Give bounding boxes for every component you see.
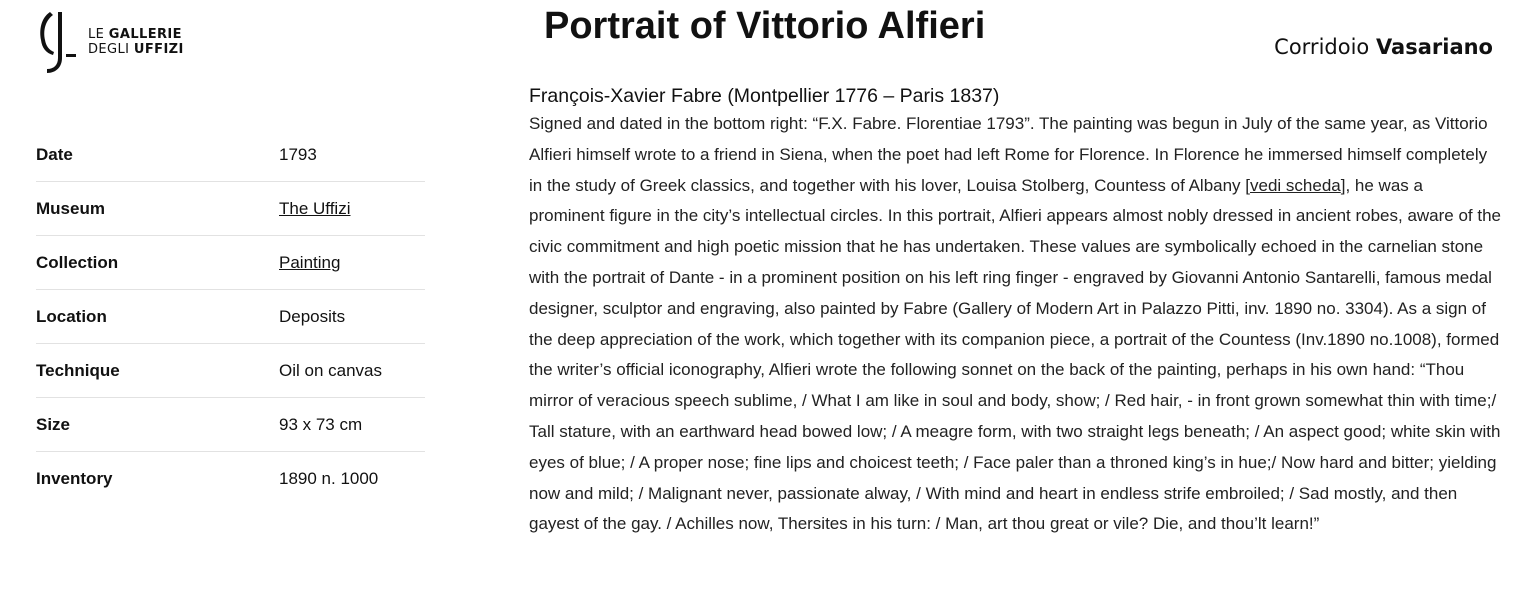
detail-row-size xyxy=(36,398,425,452)
detail-row-technique xyxy=(36,344,425,398)
section-label: Corridoio Vasariano xyxy=(1274,35,1493,59)
detail-label-size: Size xyxy=(36,414,71,434)
artwork-description: Signed and dated in the bottom right: “F.X. Fabre. Florentiae 1793”. The painting was begun in July of the same year, as Vittorio Alfieri himself wrote to a friend in Siena, when the poet had left Rome for Florence. In Florence he immersed himself completely in the study of Greek classics, and together with his lover, Louisa Stolberg, Countess of Albany [vedi scheda], he was a prominent figure in the city’s intellectual circles. In this portrait, Alfieri appears almost nobly dressed in ancient robes, aware of the civic commitment and high poetic mission that he has undertaken. These values are symbolically echoed in the carnelian stone with the portrait of Dante - in a prominent position on his left ring finger - engraved by Giovanni Antonio Santarelli, famous medal designer, sculptor and engraving, also painted by Fabre (Gallery of Modern Art in Palazzo Pitti, inv. 1890 no. 3304). As a sign of the deep appreciation of the work, which together with its companion piece, a portrait of the Countess (Inv.1890 no.1008), formed the writer’s official iconography, Alfieri wrote the following sonnet on the back of the painting, perhaps in his own hand: “Thou mirror of veracious speech sublime, / What I am like in soul and body, show; / Red hair, - in front grown somewhat thin with time;/ Tall stature, with an earthward head bowed low; / A meagre form, with two straight legs beneath; / An aspect good; white skin with eyes of blue; / A proper nose; fine lips and choicest teeth; / Face paler than a throned king’s in hue;/ Now hard and bitter; yielding now and mild; / Malignant never, passionate alway, / With mind and heart in endless strife embroiled; / Sad mostly, and then gayest of the gay. / Achilles now, Thersites in his turn: / Man, art thou great or vile? Die, and thou’lt learn!” xyxy=(529,114,1502,534)
detail-row-inventory xyxy=(36,452,425,506)
detail-label-date: Date xyxy=(36,144,73,164)
artwork-details-table xyxy=(36,128,425,506)
detail-value-museum xyxy=(279,199,351,219)
detail-label-inventory: Inventory xyxy=(36,469,113,488)
logo-line-1: LE GALLERIE xyxy=(88,27,182,42)
detail-link-museum[interactable]: The Uffizi xyxy=(279,198,351,218)
detail-label-museum: Museum xyxy=(36,198,105,218)
detail-row-date xyxy=(36,128,425,182)
detail-value-date: 1793 xyxy=(279,144,317,164)
detail-label-location: Location xyxy=(36,306,107,326)
detail-value-location: Deposits xyxy=(279,306,346,326)
detail-label-collection: Collection xyxy=(36,252,119,272)
page-title: Portrait of Vittorio Alfieri xyxy=(544,5,986,47)
detail-value-collection xyxy=(279,253,340,273)
detail-value-size: 93 x 73 cm xyxy=(279,414,363,434)
artist-name: François-Xavier Fabre (Montpellier 1776 – Paris 1837) xyxy=(529,85,1000,107)
logo-line-2: DEGLI UFFIZI xyxy=(88,42,184,57)
detail-value-inventory: 1890 n. 1000 xyxy=(279,469,379,488)
uffizi-logo[interactable] xyxy=(36,10,206,74)
detail-row-museum xyxy=(36,182,425,236)
logo-wordmark xyxy=(88,27,184,57)
detail-row-location xyxy=(36,290,425,344)
vedi-scheda-link[interactable]: vedi scheda xyxy=(1250,175,1341,195)
detail-link-collection[interactable]: Painting xyxy=(279,252,341,272)
detail-value-technique: Oil on canvas xyxy=(279,360,382,380)
uffizi-logo-mark-icon xyxy=(36,10,80,74)
detail-label-technique: Technique xyxy=(36,360,120,380)
detail-row-collection xyxy=(36,236,425,290)
